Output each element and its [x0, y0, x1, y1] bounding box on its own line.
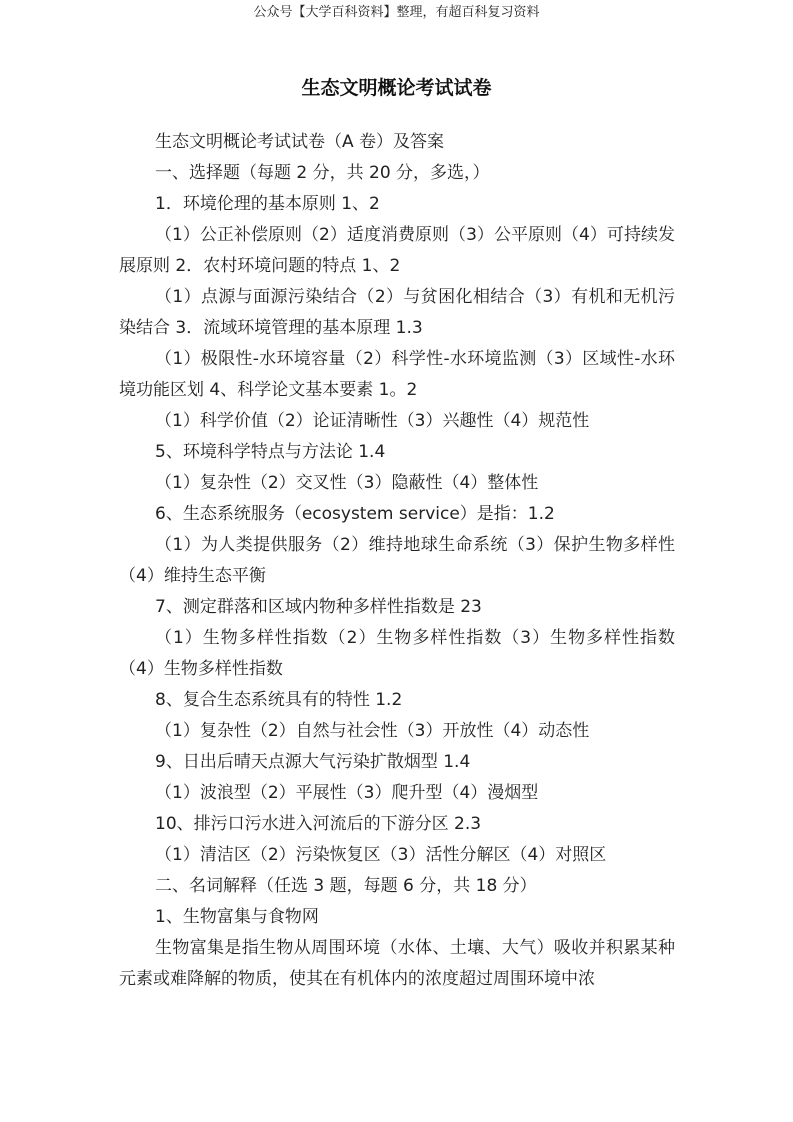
- document-title: 生态文明概论考试试卷: [301, 77, 492, 99]
- term-1-heading: 1、生物富集与食物网: [155, 907, 319, 927]
- question-10-options: （1）清洁区（2）污染恢复区（3）活性分解区（4）对照区: [155, 845, 607, 865]
- term-1-definition: 生物富集是指生物从周围环境（水体、土壤、大气）吸收并积累某种元素或难降解的物质，使其在有机体内的浓度超过周围环境中浓: [119, 938, 675, 989]
- question-1: 1．环境伦理的基本原则 1、2: [155, 194, 380, 214]
- document-body: [119, 127, 675, 995]
- question-4-options: （1）科学价值（2）论证清晰性（3）兴趣性（4）规范性: [155, 411, 590, 431]
- section-heading-terms: 二、名词解释（任选 3 题，每题 6 分，共 18 分）: [155, 876, 537, 896]
- question-5: 5、环境科学特点与方法论 1.4: [155, 442, 386, 462]
- question-9: 9、日出后晴天点源大气污染扩散烟型 1.4: [155, 752, 471, 772]
- question-6-options: （1）为人类提供服务（2）维持地球生命系统（3）保护生物多样性（4）维持生态平衡: [119, 535, 675, 586]
- paragraph-subtitle: 生态文明概论考试试卷（A 卷）及答案: [155, 132, 445, 152]
- section-heading-choice: 一、选择题（每题 2 分，共 20 分，多选，）: [155, 163, 490, 183]
- question-7-options: （1）生物多样性指数（2）生物多样性指数（3）生物多样性指数（4）生物多样性指数: [119, 628, 675, 679]
- question-7: 7、测定群落和区域内物种多样性指数是 23: [155, 597, 482, 617]
- page-header-note: 公众号【大学百科资料】整理，有超百科复习资料: [253, 5, 540, 20]
- question-3-options: （1）极限性-水环境容量（2）科学性-水环境监测（3）区域性-水环境功能区划 4、科学论文基本要素 1。2: [119, 349, 675, 400]
- question-8: 8、复合生态系统具有的特性 1.2: [155, 690, 403, 710]
- question-10: 10、排污口污水进入河流后的下游分区 2.3: [155, 814, 482, 834]
- question-2-options: （1）点源与面源污染结合（2）与贫困化相结合（3）有机和无机污染结合 3．流域环境管理的基本原理 1.3: [119, 287, 675, 338]
- question-1-options: （1）公正补偿原则（2）适度消费原则（3）公平原则（4）可持续发展原则 2．农村环境问题的特点 1、2: [119, 225, 675, 276]
- question-9-options: （1）波浪型（2）平展性（3）爬升型（4）漫烟型: [155, 783, 539, 803]
- question-6: 6、生态系统服务（ecosystem service）是指：1.2: [155, 504, 555, 524]
- question-5-options: （1）复杂性（2）交叉性（3）隐蔽性（4）整体性: [155, 473, 539, 493]
- question-8-options: （1）复杂性（2）自然与社会性（3）开放性（4）动态性: [155, 721, 590, 741]
